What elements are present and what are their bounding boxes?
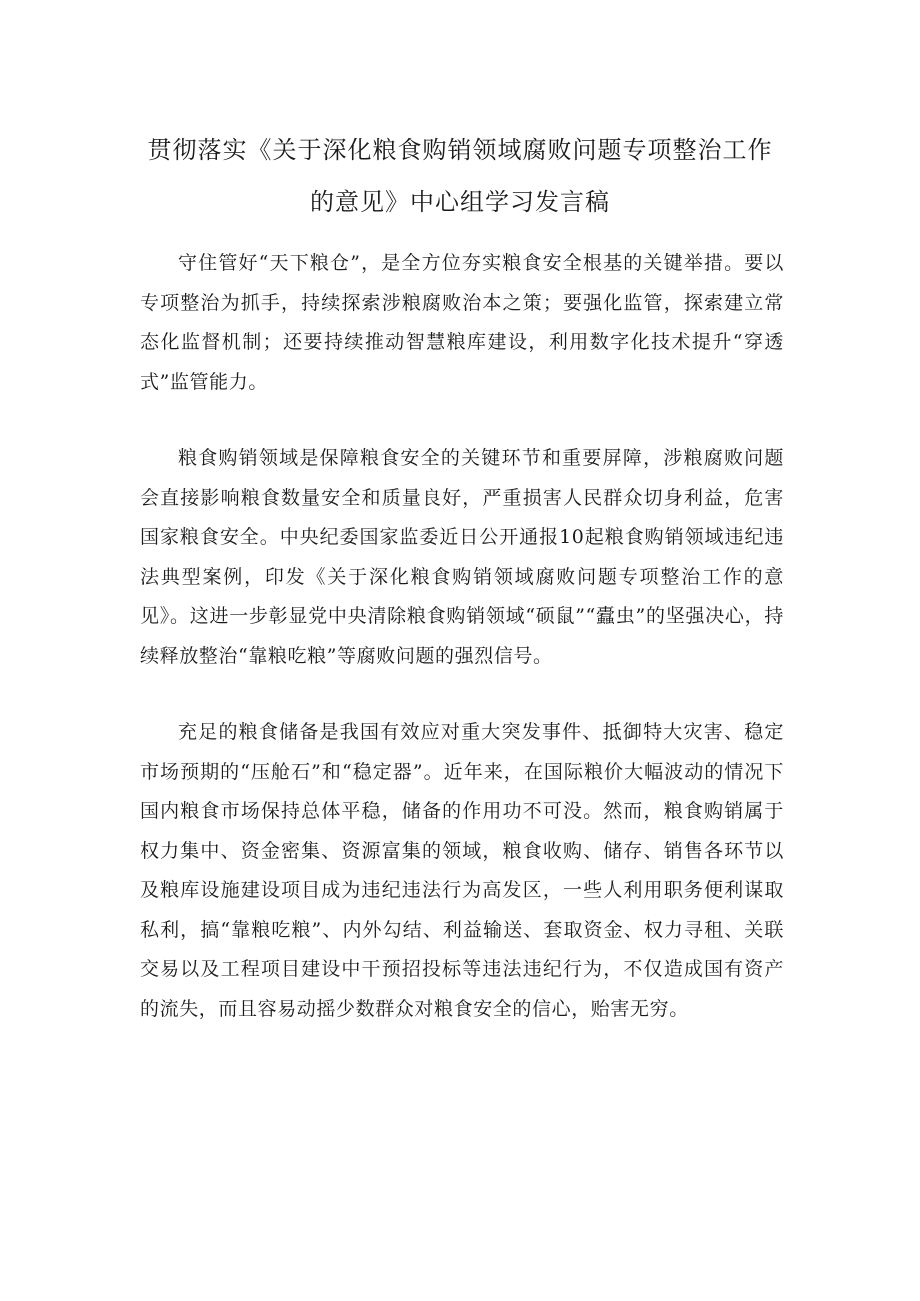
paragraph-2: 粮食购销领域是保障粮食安全的关键环节和重要屏障，涉粮腐败问题会直接影响粮食数量安全和质量良好，严重损害人民群众切身利益，危害国家粮食安全。中央纪委国家监委近日公开通报10起粮食购销领域违纪违法典型案例，印发《关于深化粮食购销领域腐败问题专项整治工作的意见》。这进一步彰显党中央清除粮食购销领域“硕鼠”“蠹虫”的坚强决心，持续释放整治“靠粮吃粮”等腐败问题的强烈信号。 [140,447,784,667]
paragraph-3: 充足的粮食储备是我国有效应对重大突发事件、抵御特大灾害、稳定市场预期的“压舱石”和“稳定器”。近年来，在国际粮价大幅波动的情况下国内粮食市场保持总体平稳，储备的作用功不可没。然而，粮食购销属于权力集中、资金密集、资源富集的领域，粮食收购、储存、销售各环节以及粮库设施建设项目成为违纪违法行为高发区，一些人利用职务便利谋取私利，搞“靠粮吃粮”、内外勾结、利益输送、套取资金、权力寻租、关联交易以及工程项目建设中干预招投标等违法违纪行为，不仅造成国有资产的流失，而且容易动摇少数群众对粮食安全的信心，贻害无穷。 [140,721,784,1020]
document-title [120,124,800,228]
title-line-2: 的意见》中心组学习发言稿 [310,188,610,216]
paragraph-1: 守住管好“天下粮仓”，是全方位夯实粮食安全根基的关键举措。要以专项整治为抓手，持续探索涉粮腐败治本之策；要强化监管，探索建立常态化监督机制；还要持续推动智慧粮库建设，利用数字化技术提升“穿透式”监管能力。 [140,252,784,393]
title-line-1: 贯彻落实《关于深化粮食购销领域腐败问题专项整治工作 [147,136,773,164]
